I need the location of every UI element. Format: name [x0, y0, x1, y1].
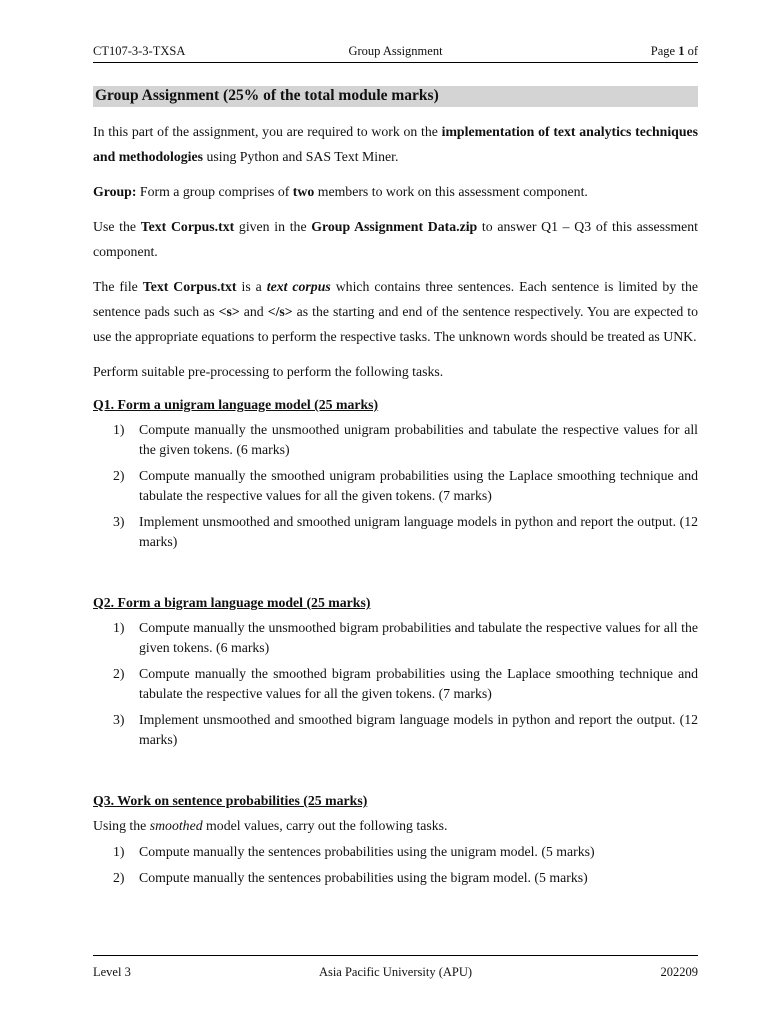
q3-list: [93, 842, 698, 888]
list-item: 1) Compute manually the unsmoothed unigram probabilities and tabulate the respective values for all the given tokens. (6 marks): [113, 422, 698, 457]
list-item: 2) Compute manually the smoothed unigram probabilities using the Laplace smoothing technique and tabulate the respective values for all the given tokens. (7 marks): [113, 468, 698, 503]
page-header: [93, 42, 698, 63]
page-footer: [93, 955, 698, 979]
use-paragraph: Use the Text Corpus.txt given in the Group Assignment Data.zip to answer Q1 – Q3 of this assessment component.: [93, 219, 698, 259]
list-item: 1) Compute manually the unsmoothed bigram probabilities and tabulate the respective values for all the given tokens. (6 marks): [113, 620, 698, 655]
list-item: 2) Compute manually the sentences probabilities using the bigram model. (5 marks): [113, 870, 588, 885]
page-number: Page 1 of: [650, 44, 698, 58]
q1-list: [93, 420, 698, 552]
header-title: Group Assignment: [348, 44, 443, 58]
group-paragraph: Group: Form a group comprises of two members to work on this assessment component.: [93, 184, 588, 199]
list-item: 2) Compute manually the smoothed bigram probabilities using the Laplace smoothing technique and tabulate the respective values for all the given tokens. (7 marks): [113, 666, 698, 701]
footer-institution: Asia Pacific University (APU): [318, 965, 473, 979]
q1-heading: Q1. Form a unigram language model (25 marks): [93, 397, 379, 412]
course-code: CT107-3-3-TXSA: [93, 44, 186, 58]
perform-paragraph: Perform suitable pre-processing to perform the following tasks.: [93, 364, 444, 379]
section-title: Group Assignment (25% of the total module marks): [93, 86, 698, 107]
list-item: 1) Compute manually the sentences probabilities using the unigram model. (5 marks): [113, 844, 595, 859]
page-content: [93, 86, 698, 894]
file-paragraph: The file Text Corpus.txt is a text corpus which contains three sentences. Each sentence is limited by the sentence pads such as <s> and </s> as the starting and end of the sentence respectively. You are expected to use the appropriate equations to perform the respective tasks. The unknown words should be treated as UNK.: [93, 279, 698, 344]
footer-level: Level 3: [93, 965, 131, 979]
intro-paragraph: In this part of the assignment, you are required to work on the implementation of text analytics techniques and methodologies using Python and SAS Text Miner.: [93, 124, 698, 164]
list-item: 3) Implement unsmoothed and smoothed unigram language models in python and report the output. (12 marks): [113, 514, 698, 549]
q2-heading: Q2. Form a bigram language model (25 marks): [93, 595, 371, 610]
q2-list: [93, 618, 698, 750]
q3-lead: Using the smoothed model values, carry out the following tasks.: [93, 818, 448, 833]
q3-heading: Q3. Work on sentence probabilities (25 marks): [93, 793, 368, 808]
list-item: 3) Implement unsmoothed and smoothed bigram language models in python and report the output. (12 marks): [113, 712, 698, 747]
footer-code: 202209: [660, 965, 698, 979]
